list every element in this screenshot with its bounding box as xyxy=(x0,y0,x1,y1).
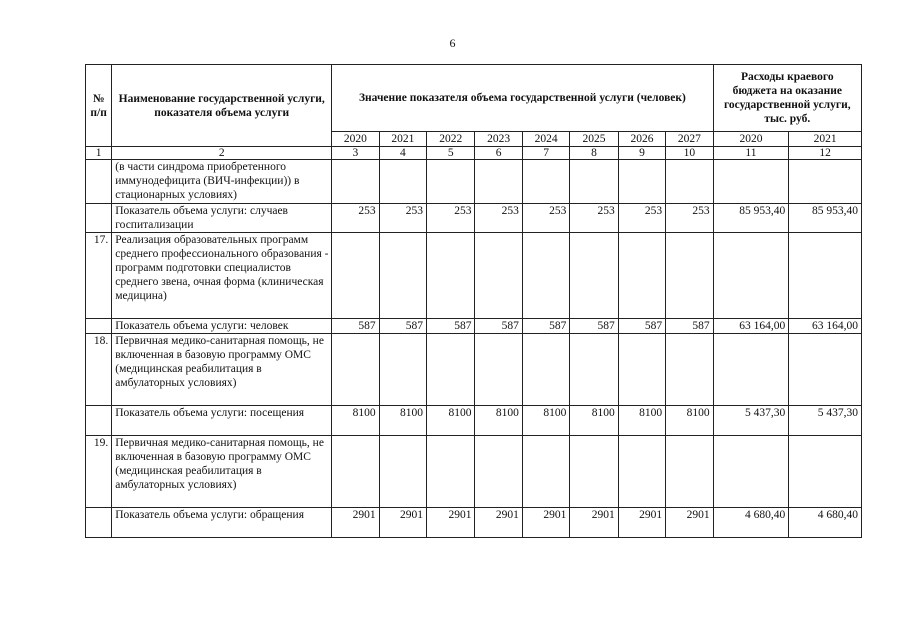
volume-value xyxy=(570,334,618,406)
column-numbers-row xyxy=(86,147,862,160)
volume-value xyxy=(379,233,426,319)
volume-value xyxy=(570,160,618,204)
volume-value: 2901 xyxy=(379,508,426,538)
service-name: Показатель объема услуги: человек xyxy=(112,319,332,334)
volume-value: 2901 xyxy=(522,508,569,538)
volume-value: 587 xyxy=(618,319,665,334)
volume-value xyxy=(332,436,379,508)
volume-value: 253 xyxy=(332,204,379,233)
volume-value xyxy=(522,436,569,508)
volume-value xyxy=(570,233,618,319)
volume-value: 2901 xyxy=(570,508,618,538)
table-row xyxy=(86,508,862,538)
volume-year: 2027 xyxy=(666,132,713,147)
volume-value xyxy=(522,160,569,204)
volume-value: 253 xyxy=(570,204,618,233)
budget-year: 2021 xyxy=(789,132,862,147)
volume-value xyxy=(618,233,665,319)
table-row xyxy=(86,233,862,319)
volume-value xyxy=(379,436,426,508)
volume-value: 587 xyxy=(332,319,379,334)
budget-value xyxy=(789,334,862,406)
volume-value xyxy=(475,233,522,319)
header-row xyxy=(86,65,862,132)
column-number: 9 xyxy=(618,147,665,160)
table-row xyxy=(86,436,862,508)
header-service-name: Наименование государственной услуги, показателя объема услуги xyxy=(112,65,332,147)
service-name: Первичная медико-санитарная помощь, не включенная в базовую программу ОМС (медицинская реабилитация в амбулаторных условиях) xyxy=(112,334,332,406)
volume-value: 2901 xyxy=(427,508,475,538)
volume-year: 2020 xyxy=(332,132,379,147)
volume-year: 2025 xyxy=(570,132,618,147)
volume-value: 8100 xyxy=(522,406,569,436)
budget-value xyxy=(713,334,789,406)
service-name: Реализация образовательных программ среднего профессионального образования - программ подготовки специалистов среднего звена, очная форма (клиническая медицина) xyxy=(112,233,332,319)
column-number: 12 xyxy=(789,147,862,160)
service-name: Показатель объема услуги: обращения xyxy=(112,508,332,538)
budget-value xyxy=(713,233,789,319)
service-name: Показатель объема услуги: случаев госпитализации xyxy=(112,204,332,233)
budget-value: 5 437,30 xyxy=(713,406,789,436)
volume-value xyxy=(666,436,713,508)
volume-value: 253 xyxy=(475,204,522,233)
volume-value xyxy=(332,233,379,319)
volume-value xyxy=(570,436,618,508)
column-number: 10 xyxy=(666,147,713,160)
volume-value: 253 xyxy=(618,204,665,233)
table-row xyxy=(86,160,862,204)
volume-value: 253 xyxy=(666,204,713,233)
volume-value xyxy=(666,160,713,204)
table-row xyxy=(86,406,862,436)
header-volume: Значение показателя объема государственной услуги (человек) xyxy=(332,65,713,132)
volume-value xyxy=(475,334,522,406)
column-number: 3 xyxy=(332,147,379,160)
row-number xyxy=(86,406,112,436)
volume-value xyxy=(427,233,475,319)
volume-year: 2021 xyxy=(379,132,426,147)
budget-year: 2020 xyxy=(713,132,789,147)
budget-value xyxy=(789,160,862,204)
volume-value xyxy=(618,160,665,204)
column-number: 7 xyxy=(522,147,569,160)
table-row xyxy=(86,204,862,233)
volume-value: 587 xyxy=(666,319,713,334)
volume-value xyxy=(522,334,569,406)
volume-value: 587 xyxy=(522,319,569,334)
column-number: 2 xyxy=(112,147,332,160)
service-name: Показатель объема услуги: посещения xyxy=(112,406,332,436)
volume-year: 2022 xyxy=(427,132,475,147)
volume-value xyxy=(332,334,379,406)
budget-value: 85 953,40 xyxy=(789,204,862,233)
volume-value: 2901 xyxy=(666,508,713,538)
header-budget: Расходы краевого бюджета на оказание государственной услуги, тыс. руб. xyxy=(713,65,861,132)
volume-value xyxy=(666,334,713,406)
budget-value: 63 164,00 xyxy=(713,319,789,334)
volume-value: 2901 xyxy=(332,508,379,538)
table-body xyxy=(86,160,862,538)
row-number: 18. xyxy=(86,334,112,406)
budget-value xyxy=(713,160,789,204)
column-number: 1 xyxy=(86,147,112,160)
budget-value: 5 437,30 xyxy=(789,406,862,436)
budget-value xyxy=(713,436,789,508)
volume-value xyxy=(618,436,665,508)
volume-value: 587 xyxy=(379,319,426,334)
budget-value xyxy=(789,436,862,508)
volume-value xyxy=(427,334,475,406)
volume-value xyxy=(427,436,475,508)
volume-value: 253 xyxy=(522,204,569,233)
volume-value: 8100 xyxy=(475,406,522,436)
budget-value: 4 680,40 xyxy=(713,508,789,538)
volume-value xyxy=(522,233,569,319)
volume-value xyxy=(427,160,475,204)
volume-value xyxy=(475,436,522,508)
volume-value: 8100 xyxy=(570,406,618,436)
budget-value xyxy=(789,233,862,319)
column-number: 8 xyxy=(570,147,618,160)
column-number: 5 xyxy=(427,147,475,160)
page-number: 6 xyxy=(449,36,456,50)
budget-value: 85 953,40 xyxy=(713,204,789,233)
volume-value: 2901 xyxy=(618,508,665,538)
volume-value: 587 xyxy=(427,319,475,334)
row-number: 19. xyxy=(86,436,112,508)
column-number: 6 xyxy=(475,147,522,160)
table-row xyxy=(86,319,862,334)
services-table xyxy=(85,64,862,538)
row-number xyxy=(86,204,112,233)
volume-value: 587 xyxy=(570,319,618,334)
volume-value: 8100 xyxy=(618,406,665,436)
volume-year: 2024 xyxy=(522,132,569,147)
volume-value: 8100 xyxy=(666,406,713,436)
volume-value: 253 xyxy=(379,204,426,233)
volume-value: 253 xyxy=(427,204,475,233)
service-name: Первичная медико-санитарная помощь, не включенная в базовую программу ОМС (медицинская реабилитация в амбулаторных условиях) xyxy=(112,436,332,508)
volume-value xyxy=(666,233,713,319)
volume-value xyxy=(618,334,665,406)
volume-value: 2901 xyxy=(475,508,522,538)
volume-year: 2023 xyxy=(475,132,522,147)
volume-value: 8100 xyxy=(379,406,426,436)
row-number: 17. xyxy=(86,233,112,319)
volume-year: 2026 xyxy=(618,132,665,147)
volume-value: 587 xyxy=(475,319,522,334)
volume-value xyxy=(332,160,379,204)
row-number xyxy=(86,508,112,538)
column-number: 4 xyxy=(379,147,426,160)
budget-value: 4 680,40 xyxy=(789,508,862,538)
row-number xyxy=(86,319,112,334)
volume-value xyxy=(379,160,426,204)
service-name: (в части синдрома приобретенного иммунодефицита (ВИЧ-инфекции)) в стационарных условиях) xyxy=(112,160,332,204)
header-num: № п/п xyxy=(86,65,112,147)
column-number: 11 xyxy=(713,147,789,160)
volume-value xyxy=(475,160,522,204)
row-number xyxy=(86,160,112,204)
volume-value xyxy=(379,334,426,406)
volume-value: 8100 xyxy=(427,406,475,436)
budget-value: 63 164,00 xyxy=(789,319,862,334)
table-row xyxy=(86,334,862,406)
volume-value: 8100 xyxy=(332,406,379,436)
